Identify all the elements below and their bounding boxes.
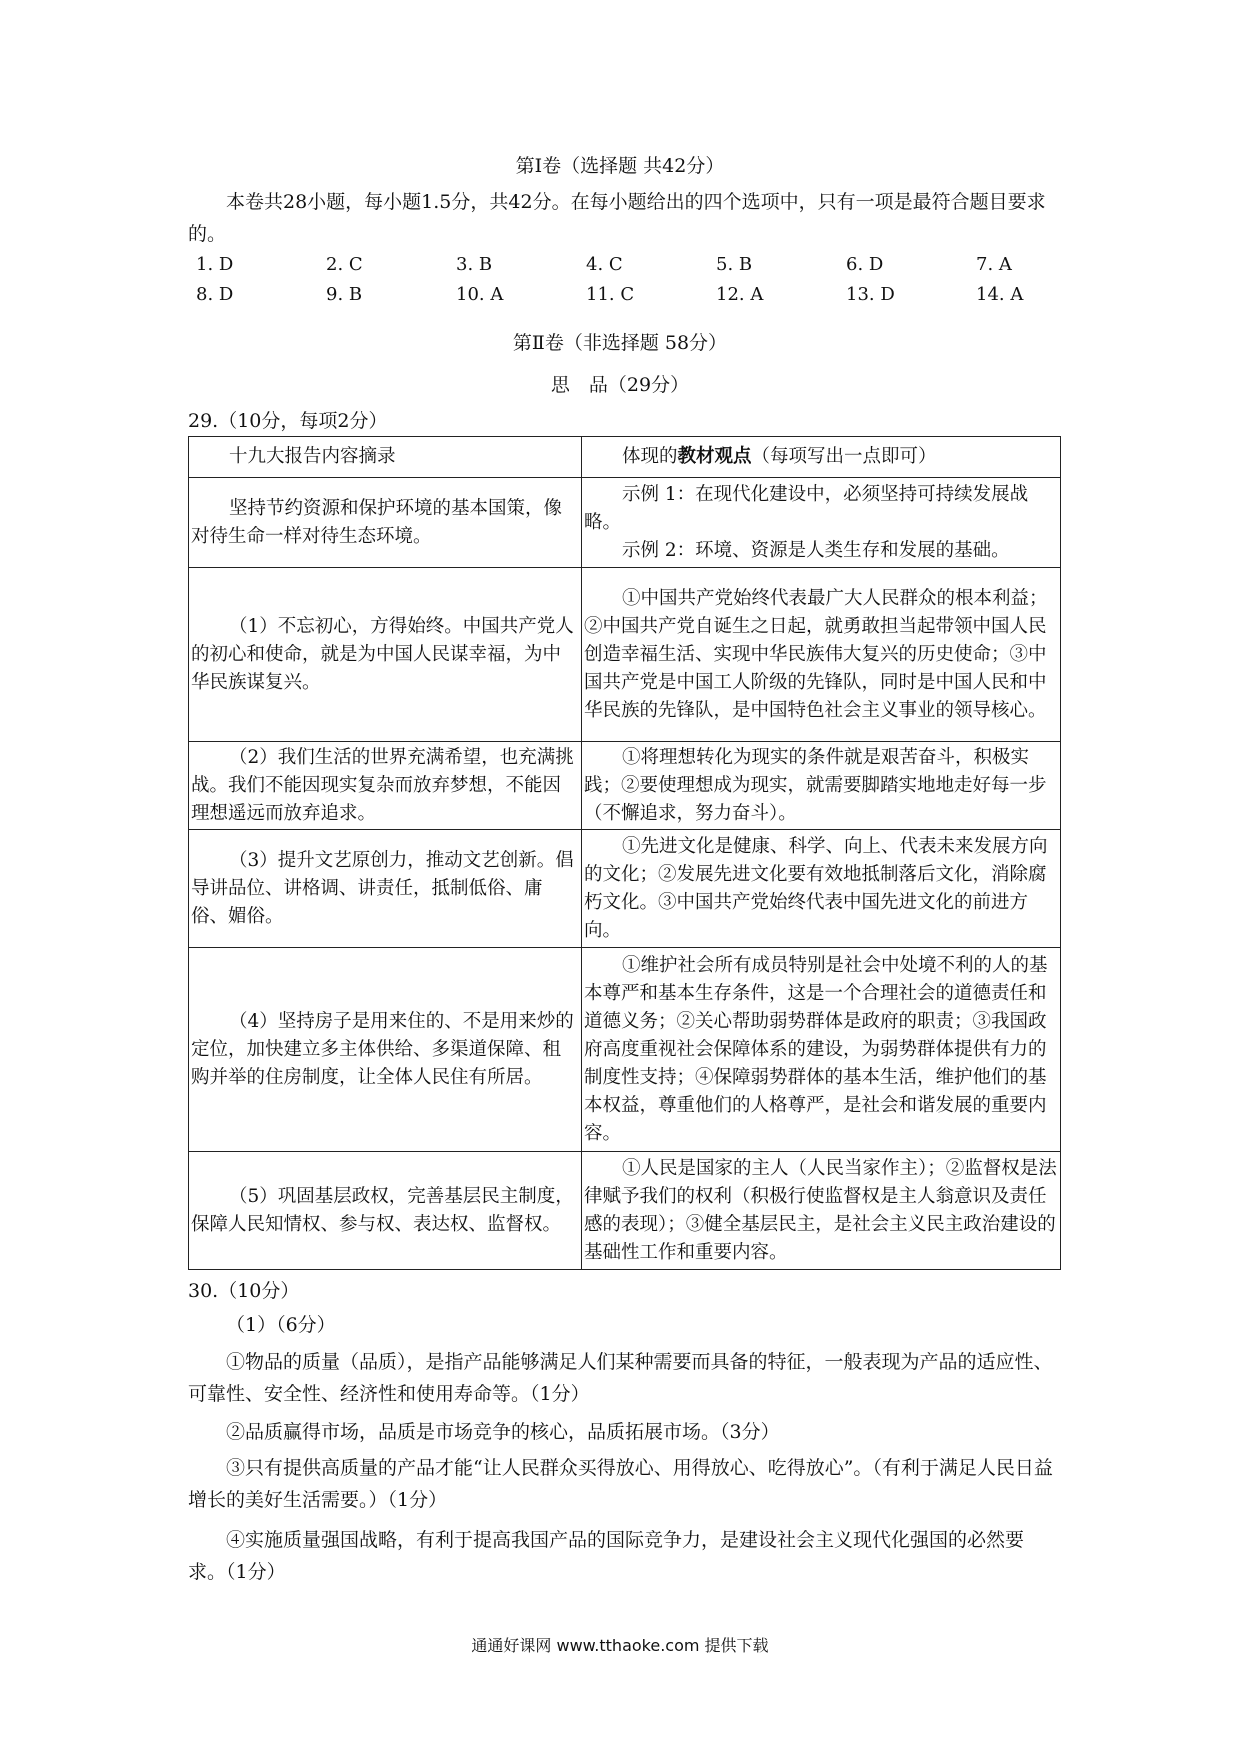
answer-item: 4. C (586, 254, 623, 275)
row-right-cell (582, 1152, 1061, 1270)
q30-sub1: （1）（6分） (226, 1314, 336, 1336)
section2-title: 第Ⅱ卷（非选择题 58分） (512, 332, 728, 354)
row-right-cell (582, 830, 1061, 948)
row-right-cell (582, 478, 1061, 568)
answer-row-1 (196, 250, 1106, 280)
q30-point-1: ①物品的质量（品质），是指产品能够满足人们某种需要而具备的特征，一般表现为产品的适应性、可靠性、安全性、经济性和使用寿命等。（1分） (188, 1351, 1053, 1405)
cell-text: 示例 1：在现代化建设中，必须坚持可持续发展战略。 (584, 483, 1029, 533)
answer-key (196, 250, 1106, 310)
cell-text: ①维护社会所有成员特别是社会中处境不利的人的基本尊严和基本生存条件，这是一个合理社会的道德责任和道德义务；②关心帮助弱势群体是政府的职责；③我国政府高度重视社会保障体系的建设，为弱势群体提供有力的制度性支持；④保障弱势群体的基本生活，维护他们的基本权益，尊重他们的人格尊严，是社会和谐发展的重要内容。 (584, 954, 1048, 1144)
page-footer: 通通好课网 www.tthaoke.com 提供下载 (471, 1636, 769, 1655)
cell-text: ①先进文化是健康、科学、向上、代表未来发展方向的文化；②发展先进文化要有效地抵制落后文化，消除腐朽文化。③中国共产党始终代表中国先进文化的前进方向。 (584, 835, 1048, 941)
row-right-cell (582, 568, 1061, 742)
q30-point-2: ②品质赢得市场，品质是市场竞争的核心，品质拓展市场。（3分） (226, 1421, 780, 1443)
answer-item: 7. A (976, 254, 1012, 275)
table-row (189, 1152, 1061, 1270)
table-row (189, 742, 1061, 830)
table-row (189, 830, 1061, 948)
table-row (189, 568, 1061, 742)
table-row (189, 948, 1061, 1152)
cell-text: （3）提升文艺原创力，推动文艺创新。倡导讲品位、讲格调、讲责任，抵制低俗、庸俗、媚俗。 (191, 849, 574, 927)
col1-header: 十九大报告内容摘录 (189, 437, 582, 478)
row-left-cell (189, 1152, 582, 1270)
answer-row-2 (196, 280, 1106, 310)
row-left-cell (189, 568, 582, 742)
row-left-cell (189, 478, 582, 568)
cell-text: ①将理想转化为现实的条件就是艰苦奋斗，积极实践；②要使理想成为现实，就需要脚踏实地地走好每一步（不懈追求，努力奋斗）。 (584, 746, 1047, 824)
answer-item: 12. A (716, 284, 764, 305)
cell-text: ①人民是国家的主人（人民当家作主）；②监督权是法律赋予我们的权利（积极行使监督权是主人翁意识及责任感的表现）；③健全基层民主，是社会主义民主政治建设的基础性工作和重要内容。 (584, 1157, 1057, 1263)
section1-instructions: 本卷共28小题，每小题1.5分，共42分。在每小题给出的四个选项中，只有一项是最符合题目要求的。 (188, 191, 1046, 245)
row-right-cell (582, 742, 1061, 830)
answer-item: 10. A (456, 284, 504, 305)
row-right-cell (582, 948, 1061, 1152)
q30-point-3: ③只有提供高质量的产品才能“让人民群众买得放心、用得放心、吃得放心”。（有利于满足人民日益增长的美好生活需要。）（1分） (188, 1457, 1053, 1511)
answer-item: 6. D (846, 254, 884, 275)
section2-subject: 思 品（29分） (550, 374, 690, 396)
cell-text: ①中国共产党始终代表最广大人民群众的根本利益；②中国共产党自诞生之日起，就勇敢担当起带领中国人民创造幸福生活、实现中华民族伟大复兴的历史使命；③中国共产党是中国工人阶级的先锋队，同时是中国人民和中华民族的先锋队，是中国特色社会主义事业的领导核心。 (584, 587, 1048, 721)
answer-item: 2. C (326, 254, 363, 275)
cell-text: （1）不忘初心，方得始终。中国共产党人的初心和使命，就是为中国人民谋幸福，为中华民族谋复兴。 (191, 615, 574, 693)
answer-item: 8. D (196, 284, 234, 305)
col2-header-prefix: 体现的 (622, 446, 678, 467)
col2-header-suffix: （每项写出一点即可） (751, 446, 937, 467)
table-header-row (189, 437, 1061, 478)
answer-item: 1. D (196, 254, 234, 275)
q30-heading: 30.（10分） (188, 1280, 300, 1302)
section1-title: 第Ⅰ卷（选择题 共42分） (515, 155, 725, 177)
answer-item: 9. B (326, 284, 363, 305)
cell-text: （5）巩固基层政权，完善基层民主制度，保障人民知情权、参与权、表达权、监督权。 (191, 1185, 574, 1235)
table-row (189, 478, 1061, 568)
answer-item: 3. B (456, 254, 493, 275)
cell-text: 示例 2：环境、资源是人类生存和发展的基础。 (622, 539, 1010, 561)
cell-text: （4）坚持房子是用来住的、不是用来炒的定位，加快建立多主体供给、多渠道保障、租购并举的住房制度，让全体人民住有所居。 (191, 1010, 574, 1088)
cell-text: （2）我们生活的世界充满希望，也充满挑战。我们不能因现实复杂而放弃梦想，不能因理想遥远而放弃追求。 (191, 746, 574, 824)
answer-item: 14. A (976, 284, 1024, 305)
col2-header (582, 437, 1061, 478)
row-left-cell (189, 948, 582, 1152)
cell-text: 坚持节约资源和保护环境的基本国策，像对待生命一样对待生态环境。 (191, 497, 563, 547)
q29-table (188, 436, 1061, 1270)
col2-header-bold: 教材观点 (677, 446, 752, 467)
answer-item: 5. B (716, 254, 753, 275)
q29-heading: 29.（10分，每项2分） (188, 410, 388, 432)
answer-item: 13. D (846, 284, 895, 305)
row-left-cell (189, 830, 582, 948)
answer-item: 11. C (586, 284, 635, 305)
q30-point-4: ④实施质量强国战略，有利于提高我国产品的国际竞争力，是建设社会主义现代化强国的必然要求。（1分） (188, 1529, 1025, 1583)
row-left-cell (189, 742, 582, 830)
